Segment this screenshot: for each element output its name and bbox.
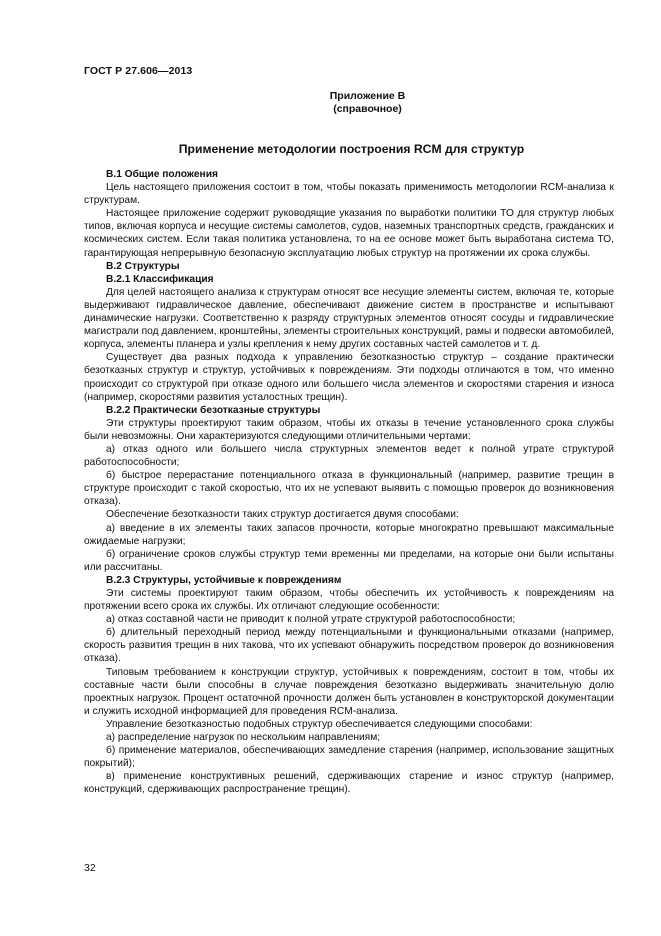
paragraph: Эти системы проектируют таким образом, чтобы обеспечить их устойчивость к повреждениям на протяжении всего срока их службы. Их отличают следующие особенности: — [84, 588, 614, 613]
paragraph: Настоящее приложение содержит руководящие указания по выработки политики ТО для структур любых типов, включая корпуса и несущие системы самолетов, судов, наземных транспортных средств, гражданских и космических систем. Если такая политика установлена, то на ее основе может быть выработана система ТО, гарантирующая непрерывную безопасную эксплуатацию любых структур на протяжении их срока службы. — [84, 208, 614, 259]
paragraph: а) отказ одного или большего числа структурных элементов ведет к полной утрате структурой работоспособности; — [84, 443, 614, 469]
paragraph: Существует два разных подхода к управлению безотказностью структур – создание практически безотказных структур и структур, устойчивых к повреждениям. Эти подходы отличаются в том, что именно происходит со структурой при отказе одного или большего числа элементов и скоростями старения и износа (например, скоростями развития усталостных трещин). — [84, 352, 614, 403]
section-heading: В.2.1 Классификация — [106, 273, 214, 285]
paragraph: а) распределение нагрузок по нескольким направлениям; — [106, 732, 381, 744]
annex-title: Приложение В — [329, 90, 406, 102]
paragraph: Типовым требованием к конструкции структур, устойчивых к повреждениям, состоит в том, чтобы их составные части были способны в случае повреждения безотказно выдерживать значительную долю проектных нагрузок. Процент остаточной прочности должен быть установлен в конструкторской документации и служить исходной информацией для проведения RCM-анализа. — [84, 666, 614, 717]
main-title: Применение методологии построения RCM для структур — [178, 142, 525, 156]
paragraph: Цель настоящего приложения состоит в том, чтобы показать применимость методологии RCM-анализа к структурам. — [84, 182, 614, 207]
paragraph: Эти структуры проектируют таким образом, чтобы их отказы в течение установленного срока службы были невозможны. Они характеризуются следующими отличительными чертами: — [84, 417, 614, 442]
paragraph: б) применение материалов, обеспечивающих замедление старения (например, использование защитных покрытий); — [84, 745, 614, 770]
paragraph: а) отказ составной части не приводит к полной утрате структурой работоспособности; — [106, 614, 516, 626]
document-body — [84, 168, 614, 797]
section-heading: В.2 Структуры — [106, 260, 180, 272]
section-heading: В.2.3 Структуры, устойчивые к повреждениям — [106, 574, 342, 586]
annex-heading — [0, 90, 661, 116]
section-heading: В.2.2 Практически безотказные структуры — [106, 404, 321, 416]
standard-header: ГОСТ Р 27.606—2013 — [84, 65, 193, 77]
annex-subtitle: (справочное) — [333, 103, 402, 115]
paragraph: б) ограничение сроков службы структур теми временны ми пределами, на которые они были испытаны или рассчитаны. — [84, 548, 614, 573]
section-heading: В.1 Общие положения — [106, 169, 218, 180]
paragraph: Для целей настоящего анализа к структурам относят все несущие элементы систем, включая те, которые выдерживают гидравлическое давление, обеспечивают движение систем в пространстве и испытывают динамические нагрузки. Соответственно к разряду структурных элементов относят сосуды и гидравлические магистрали под давлением, кронштейны, элементы строительных конструкций, рамы и подвески автомобилей, корпуса, элементы планера и узлы крепления к нему других составных частей самолетов и т. д. — [84, 286, 614, 351]
paragraph: а) введение в их элементы таких запасов прочности, которые многократно превышают максимальные ожидаемые нагрузки; — [84, 522, 614, 547]
paragraph: в) применение конструктивных решений, сдерживающих старение и износ структур (например, конструкций, сдерживающих распространение трещин). — [84, 771, 614, 796]
paragraph: б) быстрое перерастание потенциального отказа в функциональный (например, развитие трещин в структуре происходит с такой скоростью, что их не успевают выявить с помощью проверок до возникновения отказа). — [84, 470, 614, 508]
paragraph: б) длительный переходный период между потенциальными и функциональными отказами (например, скорость развития трещин в них такова, что их успевают обнаружить посредством проверок до возникновения отказа). — [84, 627, 614, 665]
paragraph: Управление безотказностью подобных структур обеспечивается следующими способами: — [106, 718, 533, 730]
paragraph: Обеспечение безотказности таких структур достигается двумя способами: — [106, 509, 459, 521]
page-number: 32 — [84, 862, 96, 874]
